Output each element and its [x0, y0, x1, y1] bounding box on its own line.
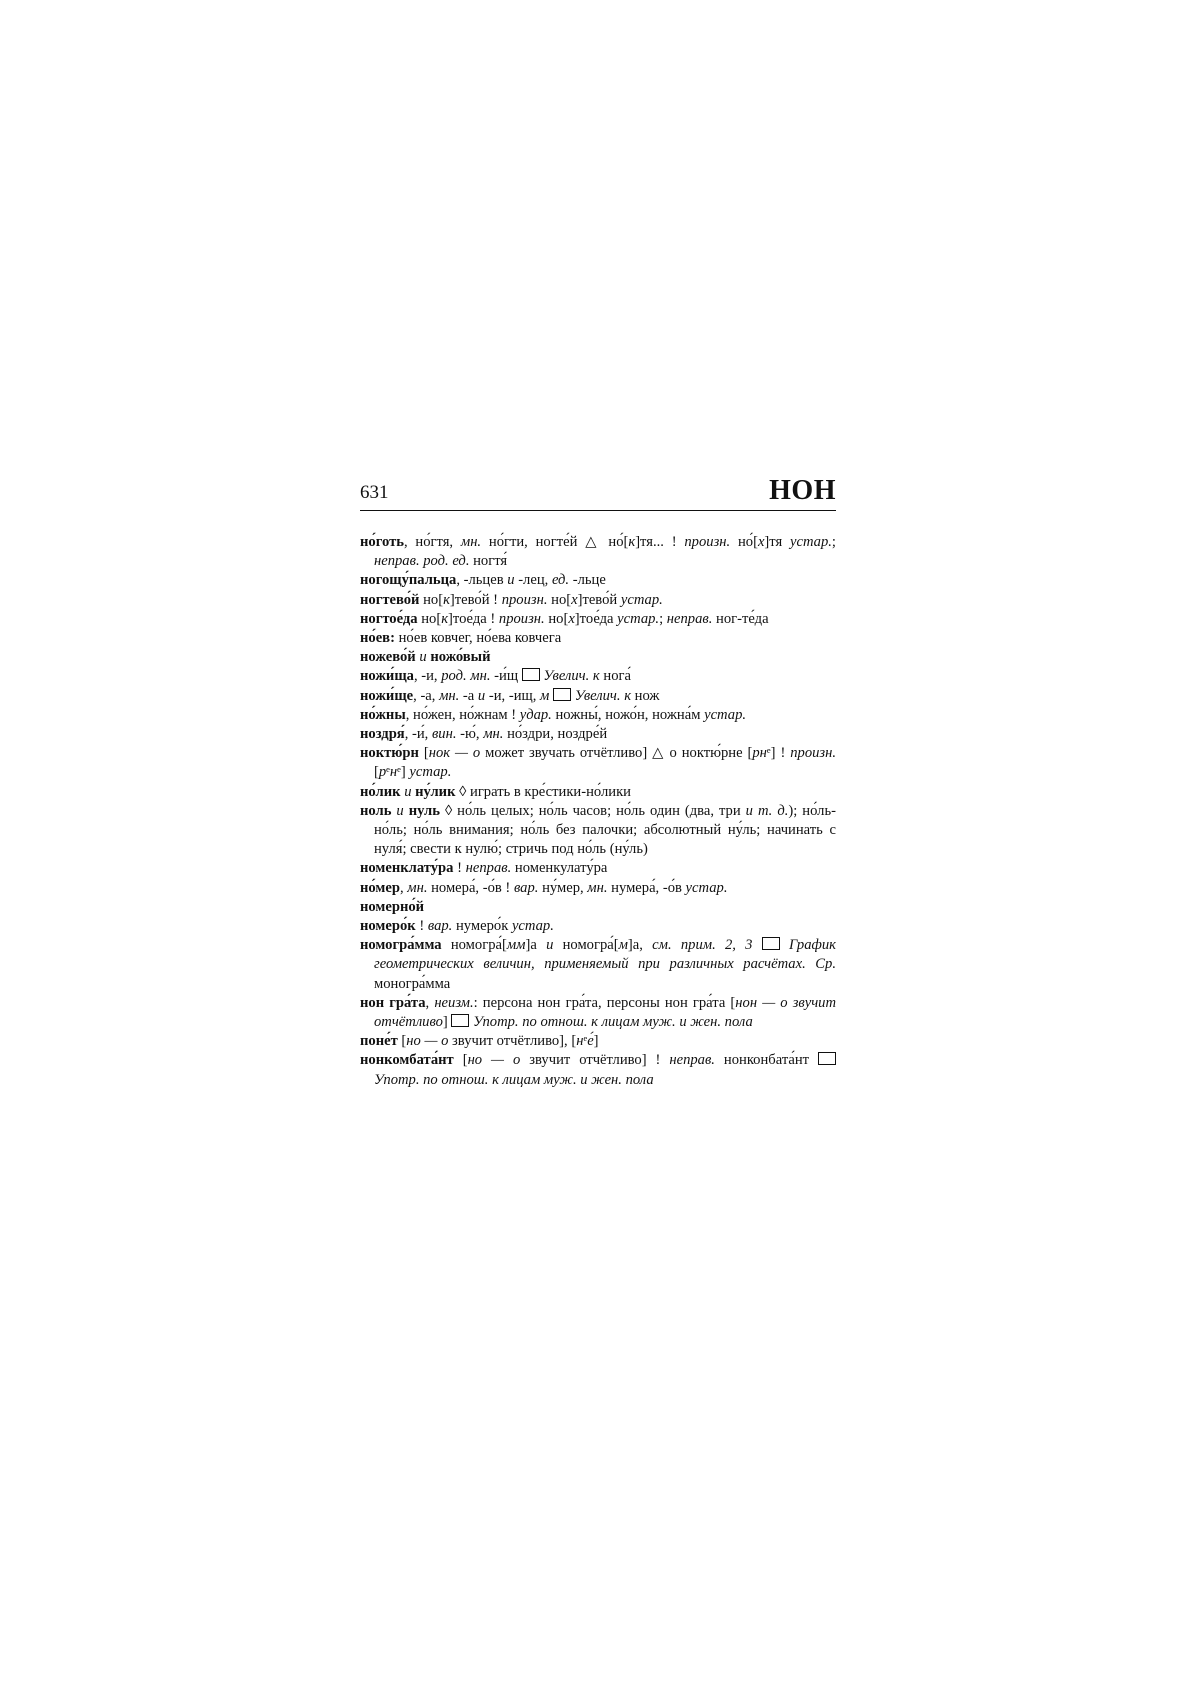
definition-box-icon	[522, 668, 540, 681]
dictionary-entry: ногтево́й но[к]тево́й ! произн. но[х]тево́й устар.	[360, 591, 663, 608]
dictionary-entry: но́мер, мн. номера́, -о́в ! вар. ну́мер, мн. нумера́, -о́в устар.	[360, 879, 728, 896]
dictionary-entry: но́жны, но́жен, но́жнам ! удар. ножны́, ножо́н, ножна́м устар.	[360, 706, 747, 723]
dictionary-entry: нон гра́та, неизм.: персона нон гра́та, персоны нон гра́та [нон — о звучит отчётливо] Употр. по отнош. к лицам муж. и жен. пола	[360, 994, 836, 1031]
dictionary-entry: ножи́ще, -а, мн. -а и -и, -ищ, м Увелич. к нож	[360, 687, 660, 704]
dictionary-entry: ноктю́рн [нок — о может звучать отчётливо] △ о ноктю́рне [рнᵉ] ! произн. [рᵉнᵉ] устар.	[360, 745, 836, 781]
dictionary-entry: но́ев: но́ев ковчег, но́ева ковчега	[360, 630, 562, 647]
dictionary-entry: ногощу́пальца, -льцев и -лец, ед. -льце	[360, 572, 606, 589]
dictionary-entry: ногтое́да но[к]тое́да ! произн. но[х]тое́да устар.; неправ. ног-те́да	[360, 610, 769, 627]
definition-box-icon	[553, 688, 571, 701]
dictionary-entry: но́готь, но́гтя, мн. но́гти, ногте́й △ но́[к]тя... ! произн. но́[х]тя устар.; неправ. род. ед. ногтя́	[360, 534, 836, 570]
dictionary-entry: номеро́к ! вар. нумеро́к устар.	[360, 918, 554, 935]
dictionary-entry: ножево́й и ножо́вый	[360, 649, 491, 666]
page-number: 631	[360, 482, 389, 503]
dictionary-page	[360, 476, 836, 1090]
definition-box-icon	[762, 937, 780, 950]
dictionary-entry: поне́т [но — о звучит отчётливо], [нᵉе́]	[360, 1033, 599, 1050]
dictionary-entry: номерно́й	[360, 898, 425, 915]
definition-box-icon	[818, 1052, 836, 1065]
dictionary-entry: ноздря́, -и́, вин. -ю́, мн. но́здри, ноздре́й	[360, 726, 608, 743]
dictionary-entry: нонкомбата́нт [но — о звучит отчётливо] ! неправ. нонконбата́нт Употр. по отнош. к лицам муж. и жен. пола	[360, 1051, 836, 1089]
page-header	[360, 476, 836, 511]
entry-list	[360, 533, 836, 1090]
dictionary-entry: номенклату́ра ! неправ. номенкулату́ра	[360, 860, 608, 877]
definition-box-icon	[451, 1014, 469, 1027]
dictionary-entry: ноль и нуль ◊ но́ль целых; но́ль часов; но́ль один (два, три и т. д.); но́ль-но́ль; но́ль внимания; но́ль без палочки; абсолютный ну́ль; начинать с нуля́; свести к нулю́; стричь под но́ль (ну́ль)	[360, 802, 836, 858]
dictionary-entry: ножи́ща, -и, род. мн. -и́щ Увелич. к нога́	[360, 668, 631, 685]
running-head: НОН	[769, 475, 836, 506]
dictionary-entry: но́лик и ну́лик ◊ играть в кре́стики-но́лики	[360, 783, 631, 800]
dictionary-entry: номогра́мма номогра́[мм]а и номогра́[м]а, см. прим. 2, 3 График геометрических величин, применяемый при различных расчётах. Ср. моногра́мма	[360, 937, 836, 992]
